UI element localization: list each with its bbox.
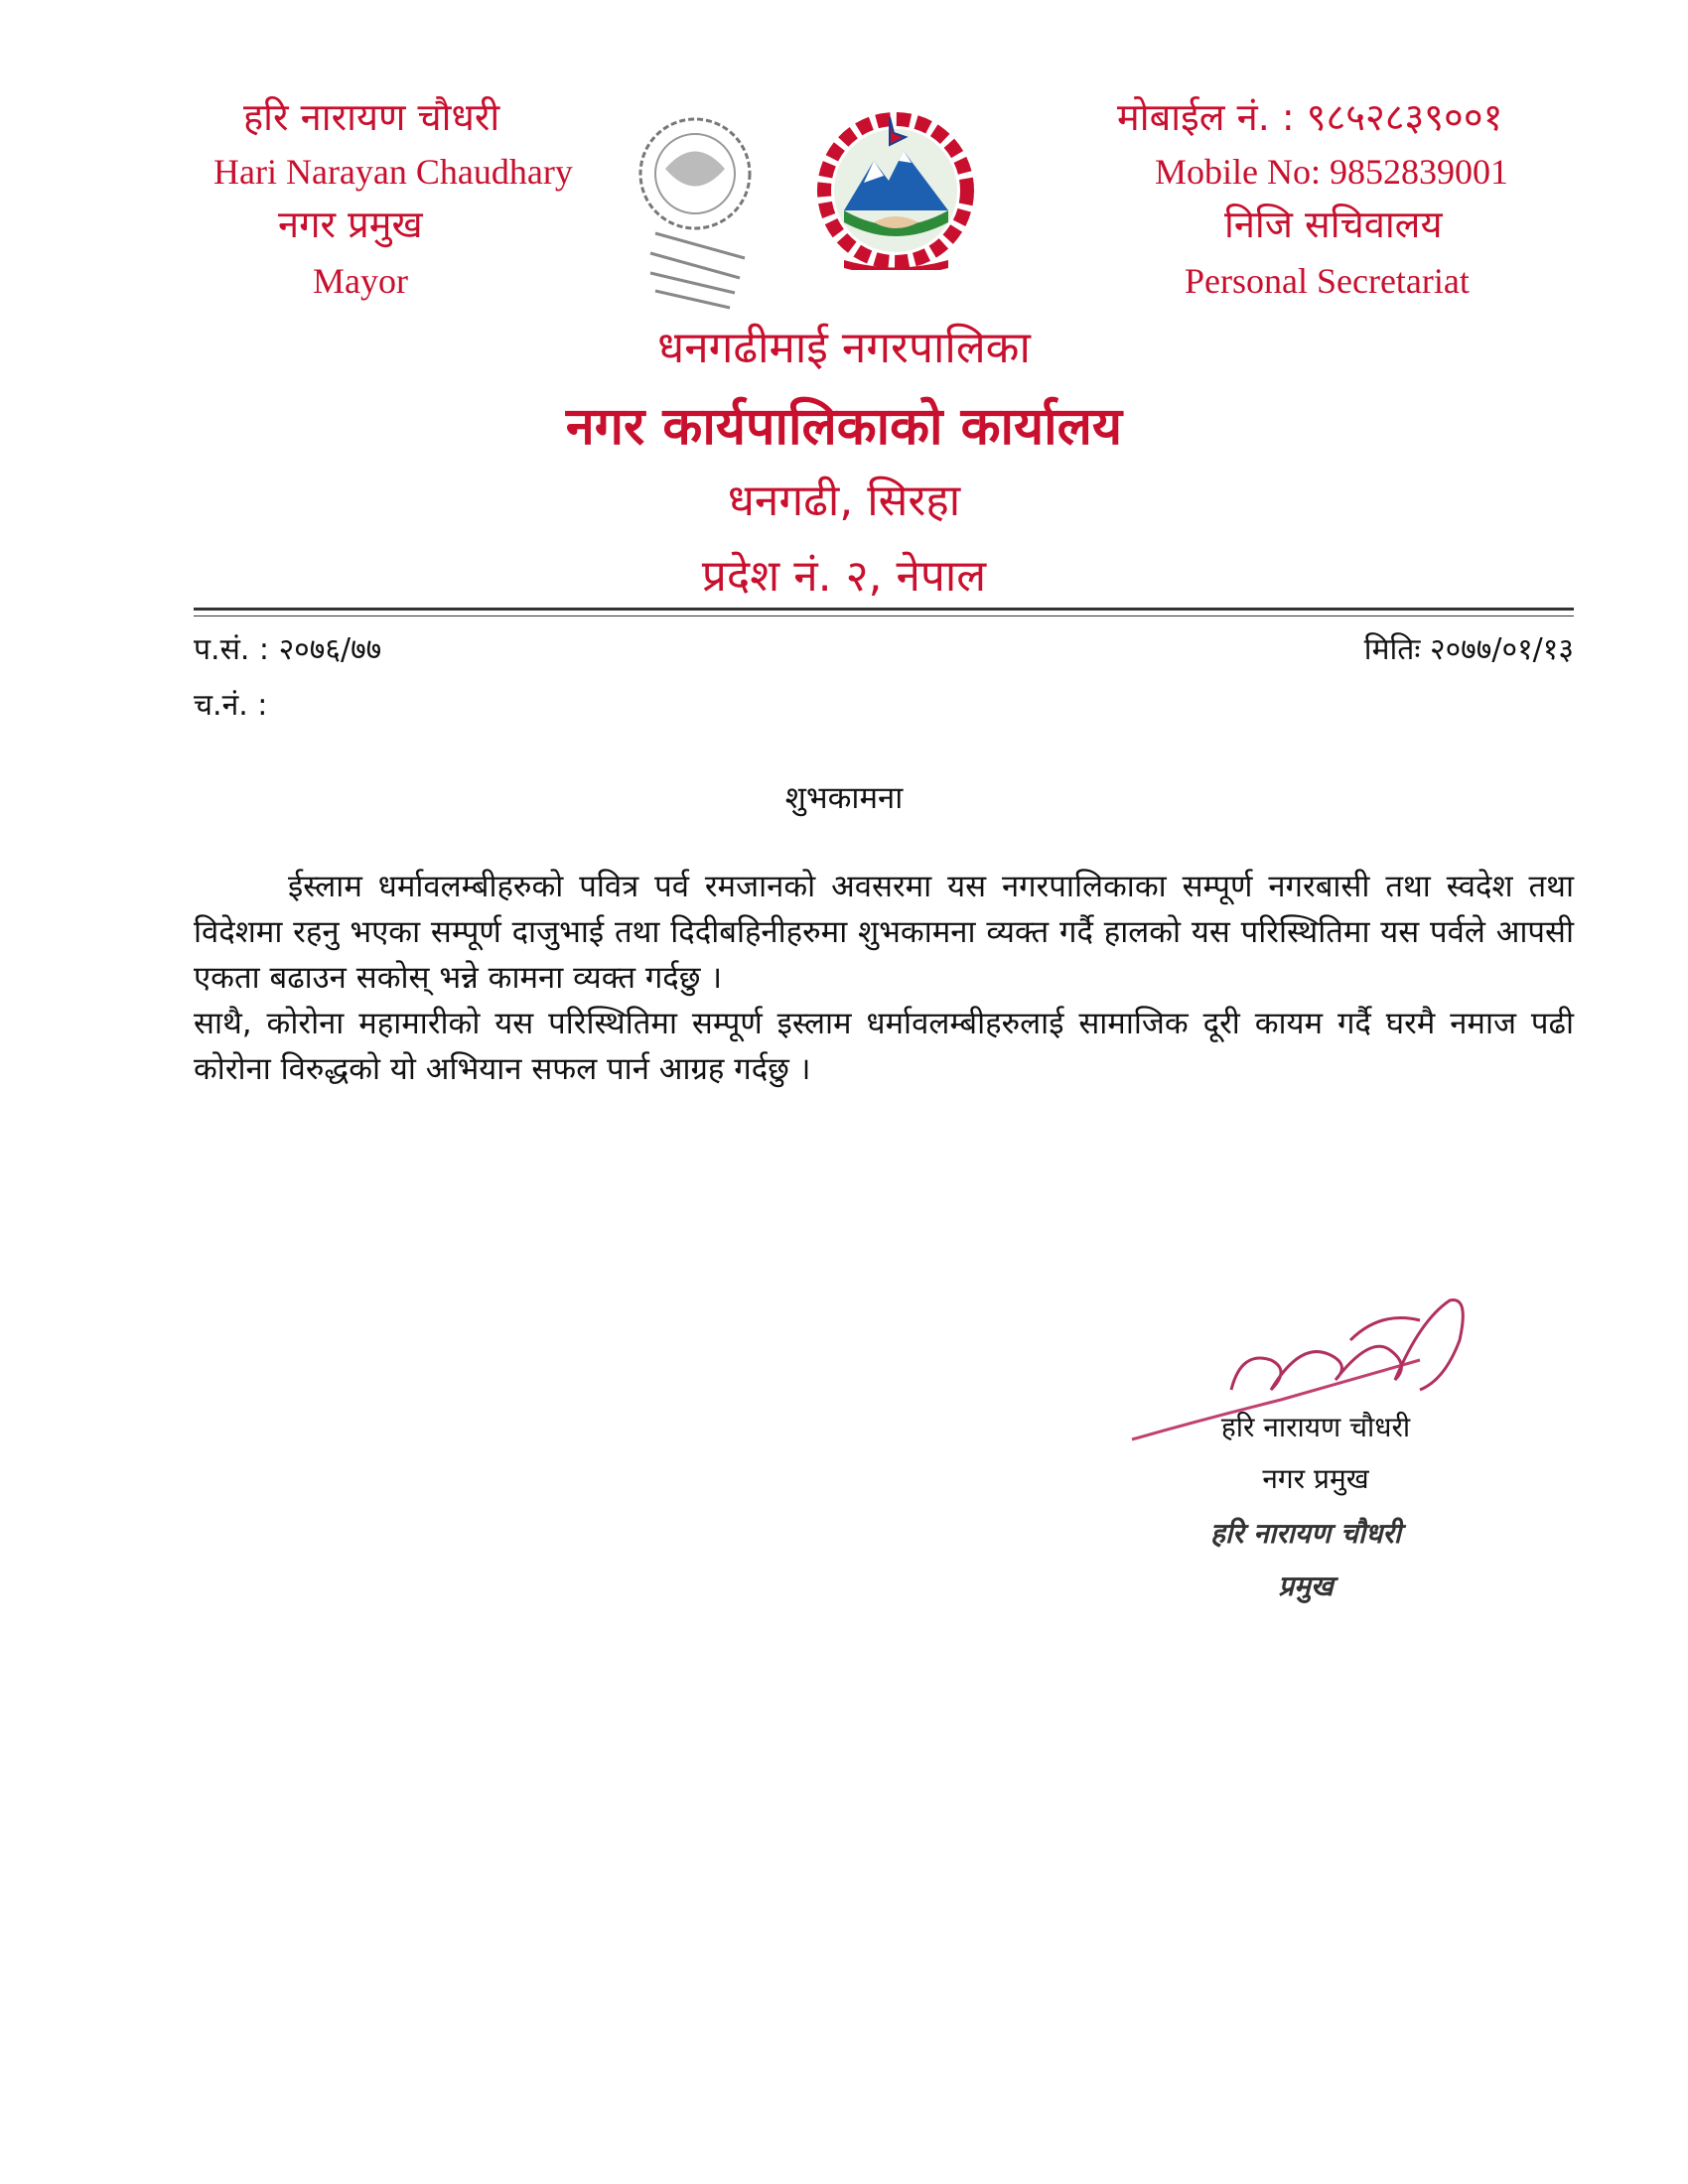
office-np: निजि सचिवालय (1224, 203, 1443, 246)
signatory-name: हरि नारायण चौधरी (1220, 1411, 1411, 1443)
paragraph-appeal: साथै, कोरोना महामारीको यस परिस्थितिमा सम्पूर्ण इस्लाम धर्मावलम्बीहरुलाई सामाजिक दूरी कायम गर्दै घरमै नमाज पढी कोरोना विरुद्धको यो अभियान सफल पार्न आग्रह गर्दछु । (194, 1006, 1574, 1087)
mayor-name-en: Hari Narayan Chaudhary (213, 152, 573, 192)
office-stamp-icon (596, 114, 794, 313)
org-location: धनगढी, सिरहा (727, 476, 961, 526)
org-office: नगर कार्यपालिकाको कार्यालय (565, 397, 1123, 457)
header-divider (194, 608, 1574, 611)
signatory-title: नगर प्रमुख (1262, 1462, 1369, 1495)
mayor-title-en: Mayor (313, 261, 408, 301)
org-province: प्रदेश नं. २, नेपाल (701, 551, 987, 602)
mayor-name-np: हरि नारायण चौधरी (243, 95, 500, 139)
org-name: धनगढीमाई नगरपालिका (657, 323, 1031, 373)
letter-body (194, 864, 1574, 1092)
signatory-stamp-title: प्रमुख (1278, 1570, 1334, 1602)
mobile-np: मोबाईल नं. : ९८५२८३९००१ (1117, 95, 1503, 139)
dispatch-number: च.नं. : (194, 688, 268, 723)
signatory-stamp-name: हरि नारायण चौधरी (1209, 1517, 1401, 1550)
reference-number: प.सं. : २०७६/७७ (194, 632, 382, 667)
paragraph-greeting: ईस्लाम धर्मावलम्बीहरुको पवित्र पर्व रमजानको अवसरमा यस नगरपालिकाका सम्पूर्ण नगरबासी तथा स्वदेश तथा विदेशमा रहनु भएका सम्पूर्ण दाजुभाई तथा दिदीबहिनीहरुमा शुभकामना व्यक्त गर्दै हालको यस परिस्थितिमा यस पर्वले आपसी एकता बढाउन सकोस् भन्ने कामना व्यक्त गर्दछु । (194, 869, 1574, 996)
header-divider-thin (194, 615, 1574, 616)
nepal-emblem-icon (804, 111, 988, 270)
mayor-title-np: नगर प्रमुख (278, 203, 423, 246)
letter-date: मितिः २०७७/०१/१३ (1363, 632, 1574, 667)
mobile-en: Mobile No: 9852839001 (1155, 152, 1508, 192)
letter-subject: शुभकामना (784, 780, 904, 816)
office-en: Personal Secretariat (1185, 261, 1470, 301)
